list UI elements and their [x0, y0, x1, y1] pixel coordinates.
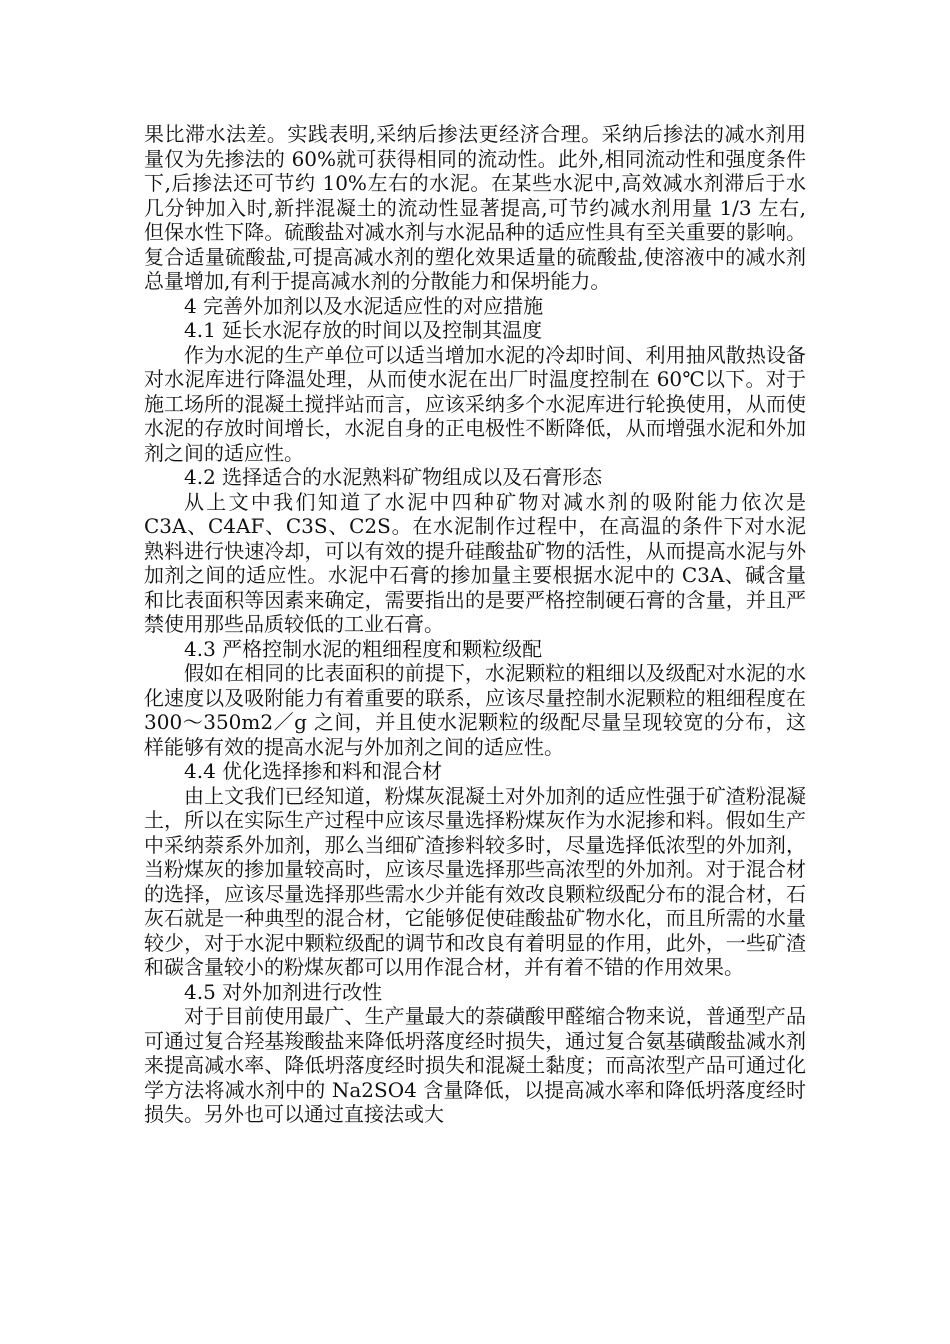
subsection-heading-4-5: 4.5 对外加剂进行改性 — [184, 979, 383, 1004]
paragraph-4-3: 假如在相同的比表面积的前提下，水泥颗粒的粗细以及级配对水泥的水化速度以及吸附能力有着重要的联系，应该尽量控制水泥颗粒的粗细程度在 300～350m2／g 之间，并且使水泥颗粒的级配尽量呈现较宽的分布，这样能够有效的提高水泥与外加剂之间的适应性。 — [144, 661, 806, 759]
section-heading-4: 4 完善外加剂以及水泥适应性的对应措施 — [184, 293, 544, 318]
subsection-heading-4-3: 4.3 严格控制水泥的粗细程度和颗粒级配 — [184, 636, 543, 661]
paragraph-4-4: 由上文我们已经知道，粉煤灰混凝土对外加剂的适应性强于矿渣粉混凝土，所以在实际生产过程中应该尽量选择粉煤灰作为水泥掺和料。假如生产中采纳萘系外加剂，那么当细矿渣掺料较多时，尽量选择低浓型的外加剂，当粉煤灰的掺加量较高时，应该尽量选择那些高浓型的外加剂。对于混合材的选择，应该尽量选择那些需水少并能有效改良颗粒级配分布的混合材，石灰石就是一种典型的混合材，它能够促使硅酸盐矿物水化，而且所需的水量较少，对于水泥中颗粒级配的调节和改良有着明显的作用，此外，一些矿渣和碳含量较小的粉煤灰都可以用作混合材，并有着不错的作用效果。 — [144, 783, 806, 979]
paragraph-4-1: 作为水泥的生产单位可以适当增加水泥的冷却时间、利用抽风散热设备对水泥库进行降温处理，从而使水泥在出厂时温度控制在 60℃以下。对于施工场所的混凝土搅拌站而言，应该采纳多个水泥库进行轮换使用，从而使水泥的存放时间增长，水泥自身的正电极性不断降低，从而增强水泥和外加剂之间的适应性。 — [144, 342, 806, 465]
subsection-heading-4-2: 4.2 选择适合的水泥熟料矿物组成以及石膏形态 — [184, 465, 603, 489]
subsection-heading-4-4: 4.4 优化选择掺和料和混合材 — [184, 759, 443, 783]
document-page — [144, 122, 806, 1127]
paragraph-4-2: 从上文中我们知道了水泥中四种矿物对减水剂的吸附能力依次是 C3A、C4AF、C3S、C2S。在水泥制作过程中，在高温的条件下对水泥熟料进行快速冷却，可以有效的提升硅酸盐矿物的活性，从而提高水泥与外加剂之间的适应性。水泥中石膏的掺加量主要根据水泥中的 C3A、碱含量和比表面积等因素来确定，需要指出的是要严格控制硬石膏的含量，并且严禁使用那些品质较低的工业石膏。 — [144, 489, 806, 636]
paragraph-4-5: 对于目前使用最广、生产量最大的萘磺酸甲醛缩合物来说，普通型产品可通过复合羟基羧酸盐来降低坍落度经时损失，通过复合氨基磺酸盐减水剂来提高减水率、降低坍落度经时损失和混凝土黏度；而高浓型产品可通过化学方法将减水剂中的 Na2SO4 含量降低，以提高减水率和降低坍落度经时损失。另外也可以通过直接法或大 — [144, 1004, 806, 1126]
paragraph-continuation: 果比滞水法差。实践表明,采纳后掺法更经济合理。采纳后掺法的减水剂用量仅为先掺法的 60%就可获得相同的流动性。此外,相同流动性和强度条件下,后掺法还可节约 10%左右的水泥。在某些水泥中,高效减水剂滞后于水几分钟加入时,新拌混凝土的流动性显著提高,可节约减水剂用量 1/3 左右,但保水性下降。硫酸盐对减水剂与水泥品种的适应性具有至关重要的影响。复合适量硫酸盐,可提高减水剂的塑化效果适量的硫酸盐,使溶液中的减水剂总量增加,有利于提高减水剂的分散能力和保坍能力。 — [144, 122, 806, 293]
subsection-heading-4-1: 4.1 延长水泥存放的时间以及控制其温度 — [184, 318, 543, 342]
